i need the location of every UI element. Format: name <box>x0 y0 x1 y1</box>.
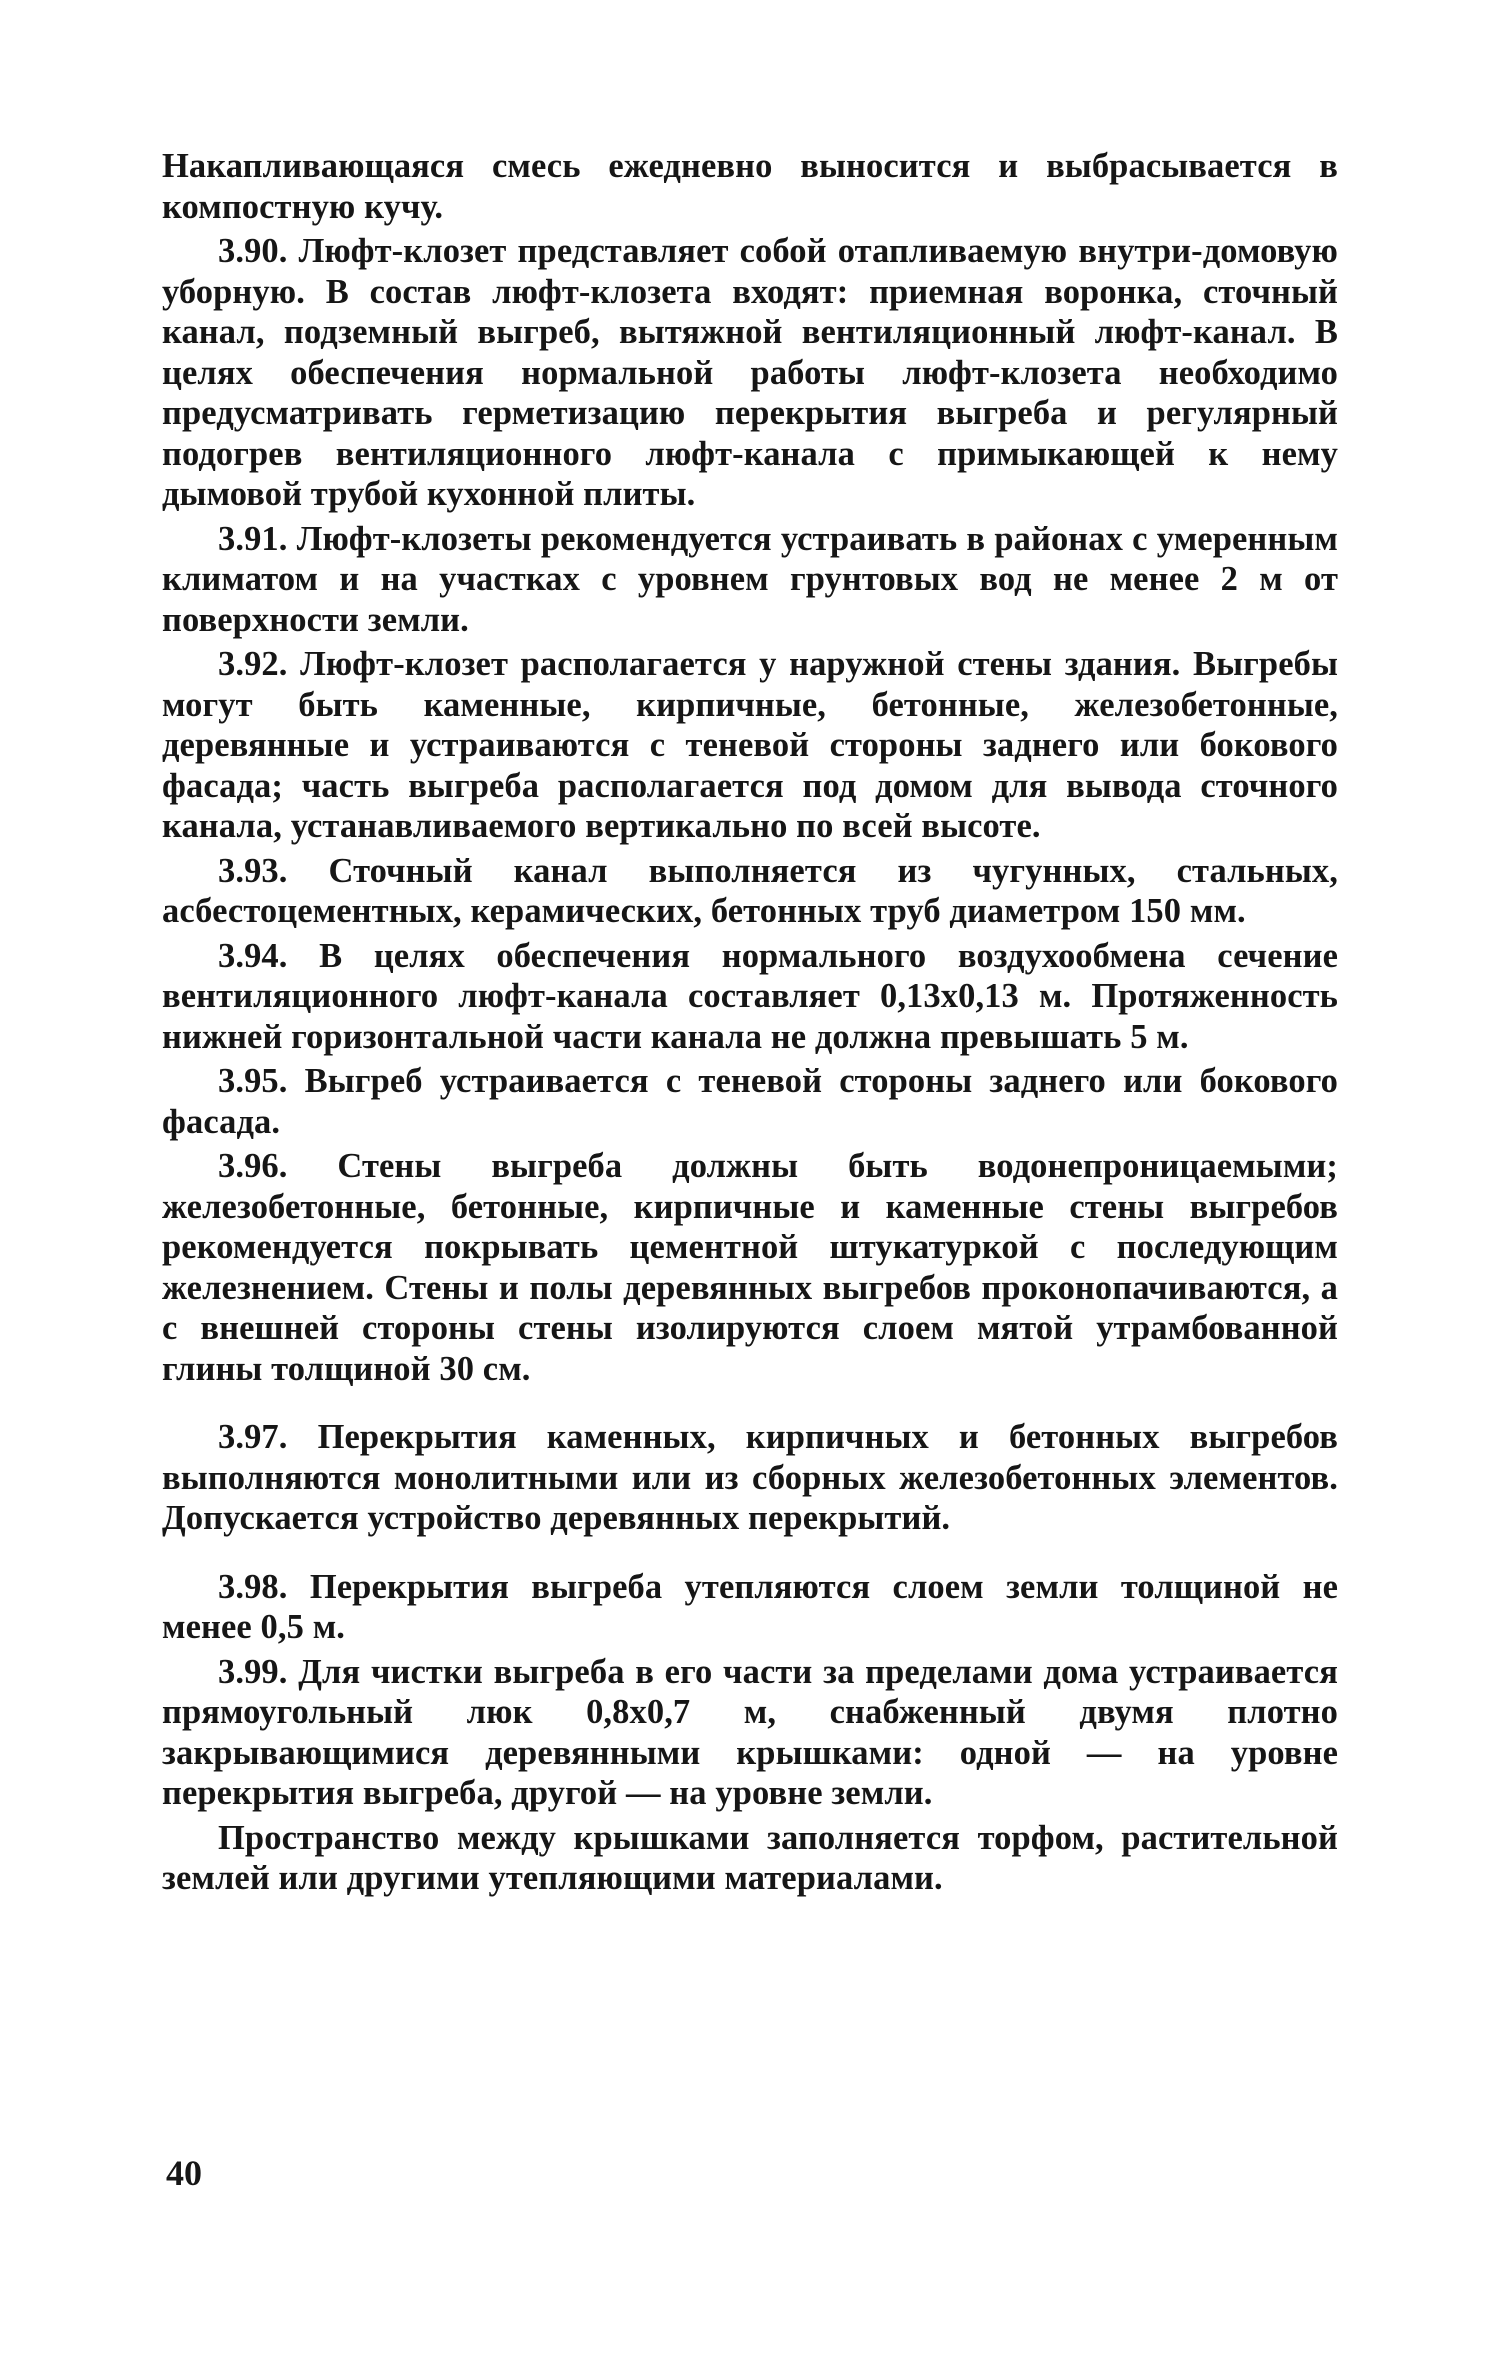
paragraph-3-99: 3.99. Для чистки выгреба в его части за пределами дома устраивается прямоугольный люк 0,8x0,7 м, снабженный двумя плотно закрывающимися деревянными крышками: одной — на уровне перекрытия выгреба, другой — на уровне земли. <box>162 1652 1338 1812</box>
paragraph-3-98: 3.98. Перекрытия выгреба утепляются слоем земли толщиной не менее 0,5 м. <box>162 1567 1338 1646</box>
paragraph-3-92: 3.92. Люфт-клозет располагается у наружной стены здания. Выгребы могут быть каменные, кирпичные, бетонные, железобетонные, деревянные и устраиваются с теневой стороны заднего или бокового фасада; часть выгреба располагается под домом для вывода сточного канала, устанавливаемого вертикально по всей высоте. <box>162 645 1338 845</box>
paragraph-continuation: Пространство между крышками заполняется торфом, растительной землей или другими утепляющими материалами. <box>162 1818 1338 1897</box>
paragraph-3-96: 3.96. Стены выгреба должны быть водонепроницаемыми; железобетонные, бетонные, кирпичные и каменные стены выгребов рекомендуется покрывать цементной штукатуркой с последующим железнением. Стены и полы деревянных выгребов проконопачиваются, а с внешней стороны стены изолируются слоем мятой утрамбованной глины толщиной 30 см. <box>162 1147 1338 1388</box>
page-body <box>162 146 1338 1903</box>
paragraph-intro: Накапливающаяся смесь ежедневно выносится и выбрасывается в компостную кучу. <box>162 147 1338 226</box>
paragraph-3-94: 3.94. В целях обеспечения нормального воздухообмена сечение вентиляционного люфт-канала составляет 0,13x0,13 м. Протяженность нижней горизонтальной части канала не должна превышать 5 м. <box>162 936 1338 1056</box>
page-number: 40 <box>166 2153 202 2193</box>
paragraph-3-91: 3.91. Люфт-клозеты рекомендуется устраивать в районах с умеренным климатом и на участках с уровнем грунтовых вод не менее 2 м от поверхности земли. <box>162 519 1338 639</box>
paragraph-3-95: 3.95. Выгреб устраивается с теневой стороны заднего или бокового фасада. <box>162 1062 1338 1141</box>
paragraph-3-90: 3.90. Люфт-клозет представляет собой отапливаемую внутри-домовую уборную. В состав люфт-клозета входят: приемная воронка, сточный канал, подземный выгреб, вытяжной вентиляционный люфт-канал. В целях обеспечения нормальной работы люфт-клозета необходимо предусматривать герметизацию перекрытия выгреба и регулярный подогрев вентиляционного люфт-канала с примыкающей к нему дымовой трубой кухонной плиты. <box>162 232 1338 513</box>
paragraph-3-97: 3.97. Перекрытия каменных, кирпичных и бетонных выгребов выполняются монолитными или из сборных железобетонных элементов. Допускается устройство деревянных перекрытий. <box>162 1418 1338 1537</box>
paragraph-3-93: 3.93. Сточный канал выполняется из чугунных, стальных, асбестоцементных, керамических, бетонных труб диаметром 150 мм. <box>162 851 1338 930</box>
